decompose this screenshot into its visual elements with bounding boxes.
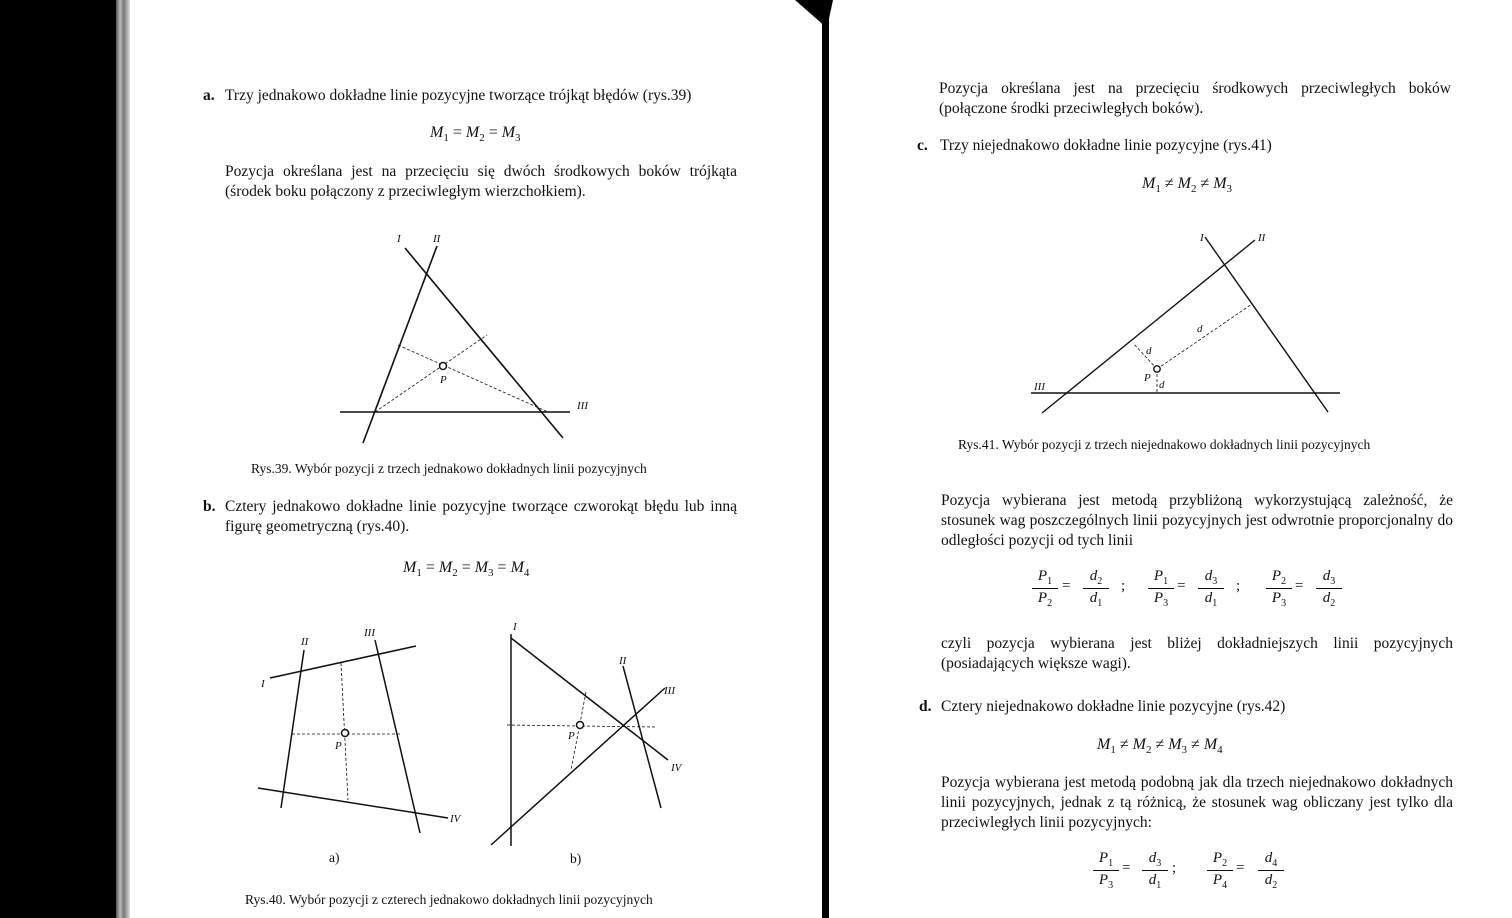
formula-a: $M_1 = M_2 = M_3$: [430, 124, 521, 145]
item-b-heading: Cztery jednakowo dokładne linie pozycyjne tworzące czworokąt błędu lub inną figurę geometryczną (rys.40).: [225, 498, 737, 535]
item-a-heading: Trzy jednakowo dokładne linie pozycyjne tworzące trójkąt błędów (rys.39): [225, 87, 692, 104]
item-d-heading: Cztery niejednakowo dokładne linie pozycyjne (rys.42): [941, 698, 1286, 715]
figure-rys40a: [258, 640, 448, 833]
rys40b-label-P: P: [568, 730, 575, 742]
figure-rys41: [1031, 237, 1340, 413]
item-a-marker: a.: [203, 87, 215, 104]
item-b-marker: b.: [203, 498, 216, 515]
rys40a-label-II: II: [301, 636, 309, 648]
closer-paragraph: czyli pozycja wybierana jest bliżej dokładniejszych linii pozycyjnych (posiadających większe wagi).: [941, 635, 1453, 672]
caption-rys39: Rys.39. Wybór pozycji z trzech jednakowo dokładnych linii pozycyjnych: [251, 461, 647, 476]
rys41-label-d3: d: [1159, 379, 1165, 391]
ratio-sep-1: ;: [1121, 578, 1126, 594]
rys39-label-III: III: [577, 400, 588, 412]
rys39-label-P: P: [440, 374, 447, 386]
caption-rys40: Rys.40. Wybór pozycji z czterech jednakowo dokładnych linii pozycyjnych: [245, 892, 653, 907]
item-a-body: Pozycja określana jest na przecięciu się dwóch środkowych boków trójkąta (środek boku połączony z przeciwległym wierzchołkiem).: [225, 163, 737, 200]
formula-b: $M_1 = M_2 = M_3 = M_4$: [403, 559, 530, 580]
ratio2-eq: =: [1177, 578, 1186, 594]
ratio4-p: $\frac{P_1}{P_3}$: [1093, 850, 1119, 891]
rys40b-label-I: I: [513, 621, 517, 633]
caption-rys41: Rys.41. Wybór pozycji z trzech niejednakowo dokładnych linii pozycyjnych: [958, 437, 1371, 452]
rys40a-label-III: III: [364, 627, 375, 639]
ratio5-eq: =: [1236, 860, 1245, 876]
rys40a-label-P: P: [335, 740, 342, 752]
ratio4-eq: =: [1122, 860, 1131, 876]
rys40-sub-a: a): [329, 850, 340, 865]
item-d-body: Pozycja wybierana jest metodą podobną jak dla trzech niejednakowo dokładnych linii pozycyjnych, jednak z tą różnicą, że stosunek wag obliczany jest tylko dla przeciwległych linii pozycyjnych:: [941, 774, 1453, 831]
rys41-label-I: I: [1200, 232, 1204, 244]
method-paragraph: Pozycja wybierana jest metodą przybliżoną wykorzystującą zależność, że stosunek wag poszczególnych linii pozycyjnych jest odwrotnie proporcjonalny do odległości pozycji od tych linii: [941, 492, 1453, 549]
ratio-sep-3: ;: [1172, 860, 1177, 876]
ratio1-eq: =: [1062, 578, 1071, 594]
ratio3-eq: =: [1295, 578, 1304, 594]
ratio1-p: $\frac{P_1}{P_2}$: [1032, 568, 1058, 609]
rys40-sub-b: b): [570, 851, 582, 866]
rys40a-label-IV: IV: [450, 813, 461, 825]
formula-d: $M_1 \ne M_2 \ne M_3 \ne M_4$: [1097, 736, 1223, 757]
item-d-marker: d.: [919, 698, 932, 715]
ratio4-d: $\frac{d_3}{d_1}$: [1142, 850, 1168, 891]
rys41-label-P: P: [1144, 372, 1151, 384]
ratio5-d: $\frac{d_4}{d_2}$: [1258, 850, 1284, 891]
item-c-heading: Trzy niejednakowo dokładne linie pozycyjne (rys.41): [940, 137, 1272, 154]
ratio-sep-2: ;: [1236, 578, 1241, 594]
rys40b-label-III: III: [664, 685, 675, 697]
formula-c: $M_1 \ne M_2 \ne M_3$: [1142, 175, 1233, 196]
rys39-label-I: I: [397, 233, 401, 245]
rys40b-label-II: II: [619, 655, 627, 667]
rys39-label-II: II: [433, 233, 441, 245]
ratio2-p: $\frac{P_1}{P_3}$: [1148, 568, 1174, 609]
rys41-label-II: II: [1258, 232, 1266, 244]
ratio3-p: $\frac{P_2}{P_3}$: [1266, 568, 1292, 609]
ratio1-d: $\frac{d_2}{d_1}$: [1083, 568, 1109, 609]
figure-rys40b: [491, 634, 668, 846]
ratio5-p: $\frac{P_2}{P_4}$: [1207, 850, 1233, 891]
rys40a-label-I: I: [261, 678, 265, 690]
figure-rys39: [340, 246, 570, 443]
intro-paragraph: Pozycja określana jest na przecięciu środkowych przeciwległych boków (połączone środki przeciwległych boków).: [939, 80, 1451, 117]
rys41-label-d1: d: [1197, 323, 1203, 335]
rys40b-label-IV: IV: [671, 762, 682, 774]
ratio3-d: $\frac{d_3}{d_2}$: [1316, 568, 1342, 609]
rys41-label-III: III: [1034, 381, 1045, 393]
rys41-label-d2: d: [1146, 345, 1152, 357]
item-c-marker: c.: [917, 137, 928, 154]
ratio2-d: $\frac{d_3}{d_1}$: [1198, 568, 1224, 609]
